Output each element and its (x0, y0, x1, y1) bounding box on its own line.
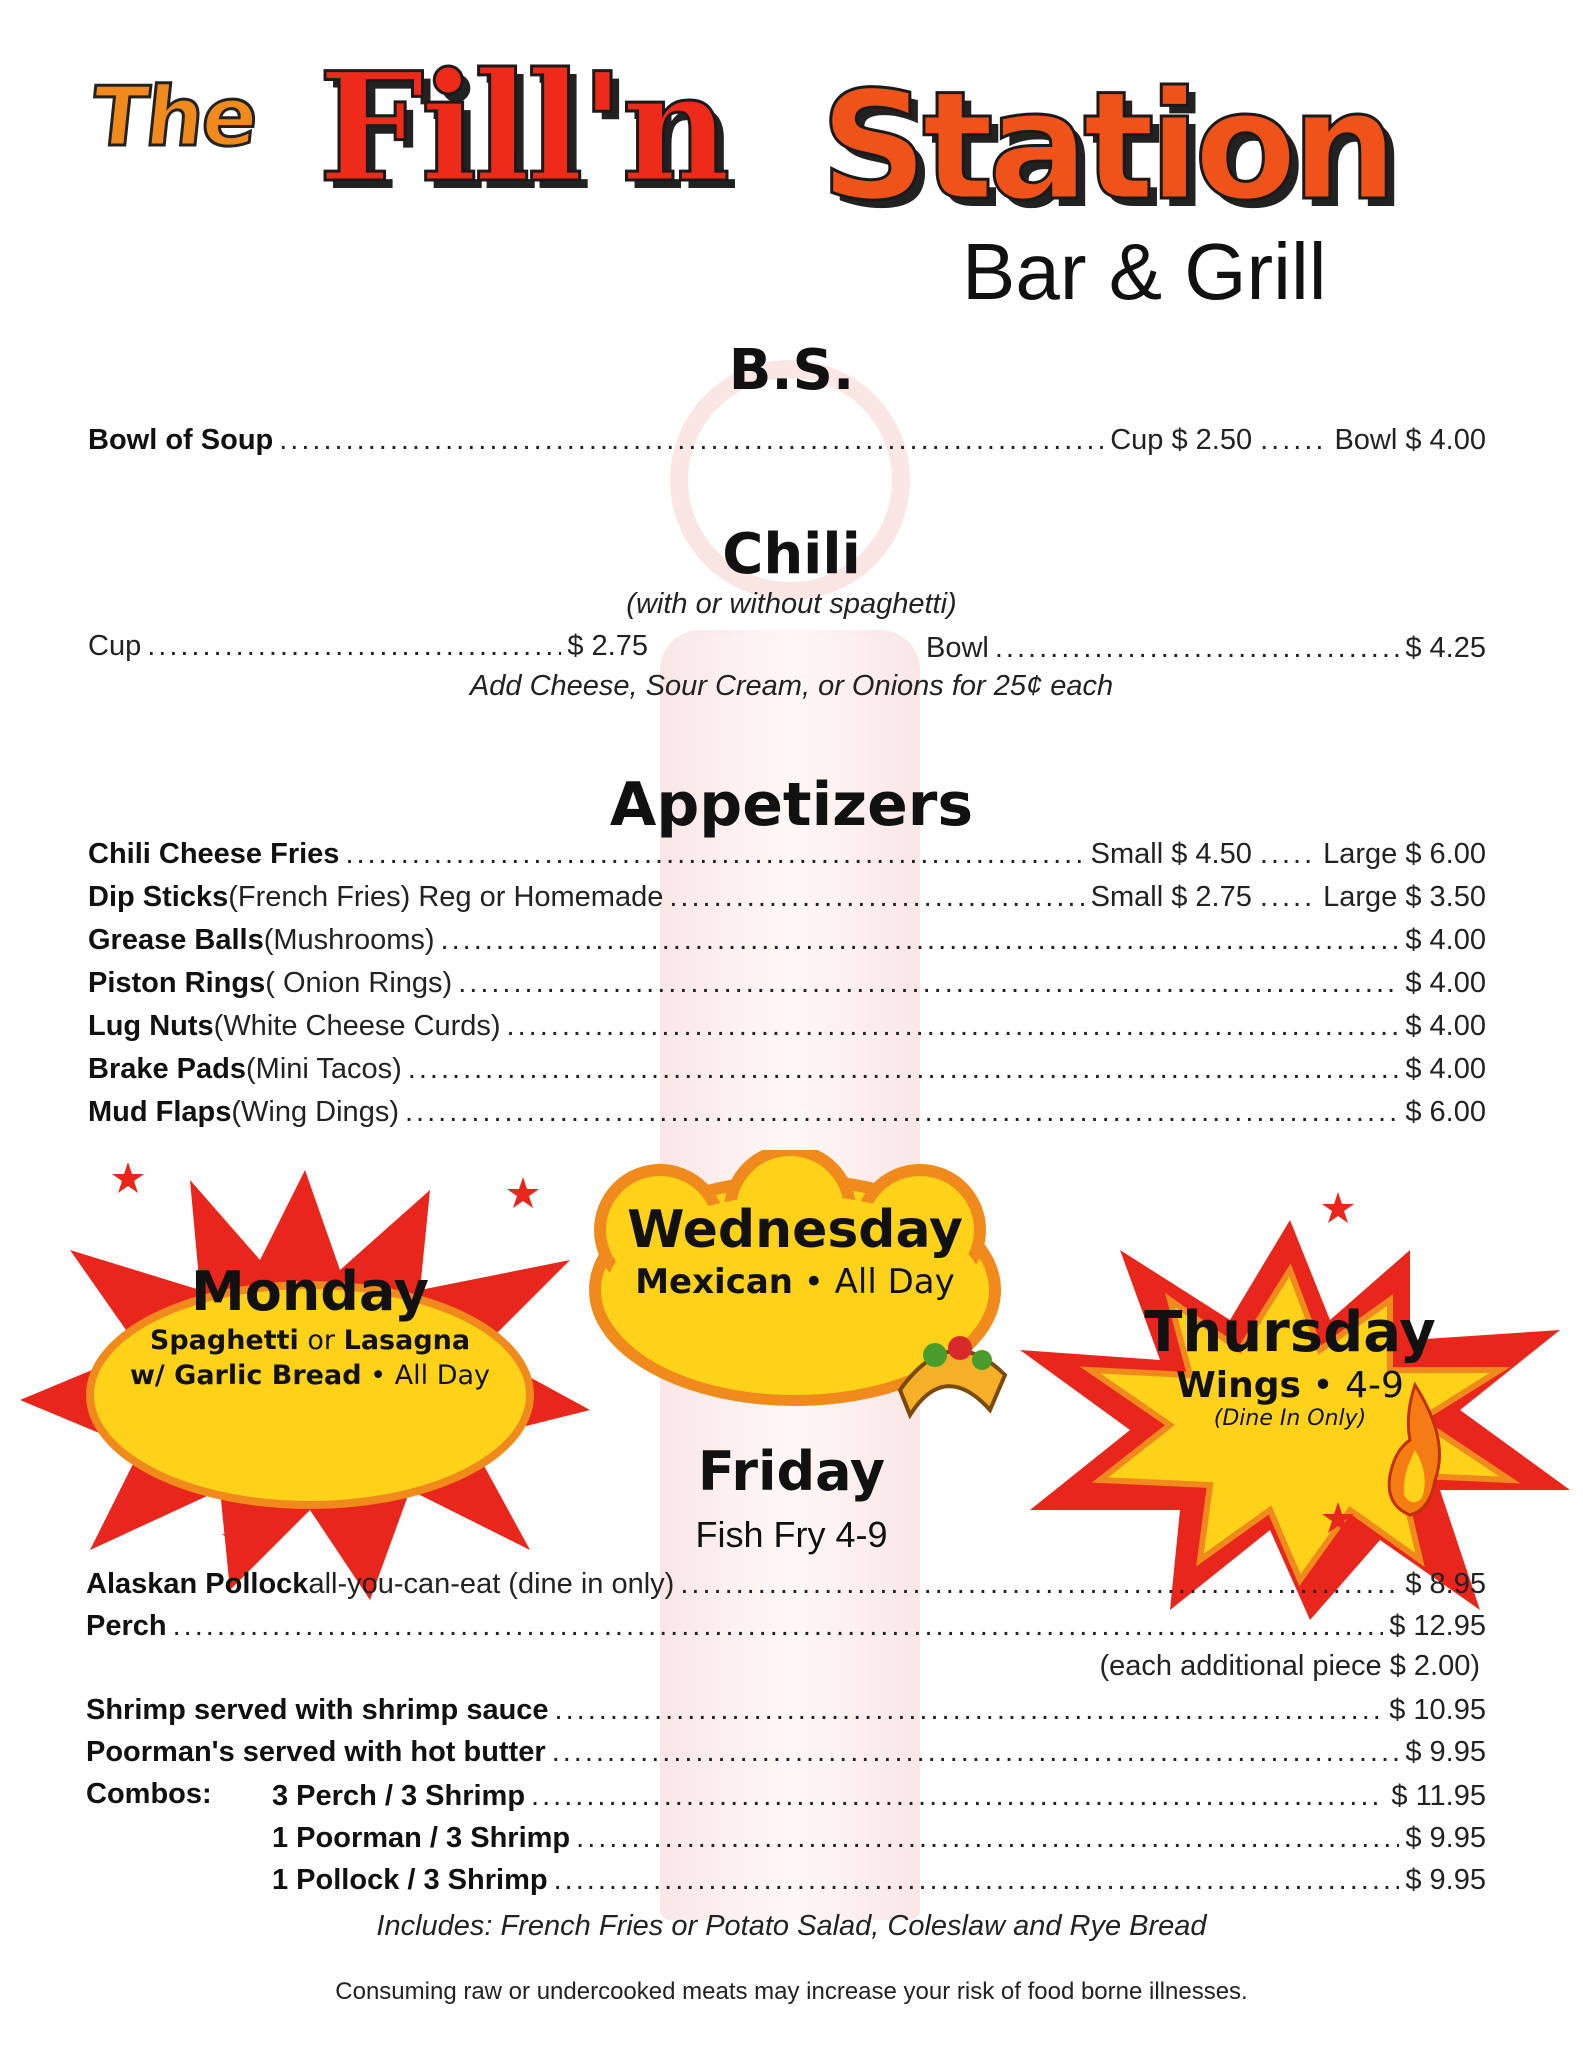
cup-label: Cup (88, 630, 142, 662)
combos-label: Combos: (86, 1778, 212, 1810)
thursday-time: 4-9 (1345, 1365, 1404, 1406)
chili-cup-row (88, 628, 648, 664)
item-name: Alaskan Pollock (86, 1568, 309, 1600)
combo-price: $ 9.95 (1405, 1864, 1486, 1896)
logo-the: The (87, 70, 261, 165)
leader-dots (576, 1820, 1399, 1856)
item-name: Brake Pads (88, 1053, 246, 1085)
appetizers-heading: Appetizers (609, 770, 974, 840)
item-name: Dip Sticks (88, 881, 229, 913)
price-separator: ..... (1259, 881, 1316, 913)
logo-station: Station (820, 60, 1392, 234)
menu-row-poorman (86, 1734, 1486, 1770)
perch-note: (each additional piece $ 2.00) (1099, 1650, 1480, 1682)
bowl-price: $ 4.25 (1405, 632, 1486, 664)
item-desc: (Wing Dings) (231, 1096, 399, 1128)
bs-heading: B.S. (728, 338, 855, 403)
logo-bar-grill: Bar & Grill (962, 227, 1327, 316)
leader-dots (408, 1051, 1400, 1087)
leader-dots (405, 1094, 1399, 1130)
menu-row-appetizer (88, 922, 1486, 958)
item-name: Bowl of Soup (88, 424, 274, 456)
item-name: Grease Balls (88, 924, 264, 956)
combo-price: $ 9.95 (1405, 1822, 1486, 1854)
item-price: $ 4.00 (1405, 1053, 1486, 1085)
taco-icon (890, 1320, 1010, 1420)
leader-dots (995, 630, 1400, 666)
combo-row (272, 1820, 1486, 1856)
combo-name: 1 Poorman / 3 Shrimp (272, 1822, 571, 1854)
leader-dots (552, 1734, 1400, 1770)
thursday-item: Wings (1176, 1365, 1301, 1406)
item-desc: (Mushrooms) (263, 924, 435, 956)
item-price: $ 8.95 (1405, 1568, 1486, 1600)
logo-fill-n: Fill'n (318, 40, 727, 216)
thursday-note: (Dine In Only) (1213, 1406, 1367, 1431)
monday-side: w/ Garlic Bread (129, 1360, 362, 1391)
item-price: $ 4.00 (1405, 967, 1486, 999)
item-price: $ 6.00 (1405, 1096, 1486, 1128)
menu-row-appetizer (88, 965, 1486, 1001)
leader-dots (554, 1862, 1400, 1898)
leader-dots (669, 879, 1084, 915)
item-name: Piston Rings (88, 967, 266, 999)
menu-row-perch (86, 1608, 1486, 1644)
large-price: Large $ 3.50 (1323, 881, 1486, 913)
item-name: Perch (86, 1610, 167, 1642)
monday-item-b: Lasagna (343, 1325, 471, 1356)
leader-dots (441, 922, 1400, 958)
chili-heading: Chili (722, 522, 861, 587)
leader-dots (531, 1778, 1385, 1814)
leader-dots (458, 965, 1399, 1001)
cup-price: Cup $ 2.50 (1110, 424, 1253, 456)
menu-row-appetizer (88, 836, 1486, 872)
menu-row-appetizer (88, 1051, 1486, 1087)
wednesday-day: Wednesday (627, 1200, 963, 1260)
menu-row-appetizer (88, 879, 1486, 915)
item-desc: (Mini Tacos) (246, 1053, 402, 1085)
large-price: Large $ 6.00 (1323, 838, 1486, 870)
leader-dots (345, 836, 1084, 872)
menu-row-appetizer (88, 1008, 1486, 1044)
monday-time: All Day (394, 1360, 491, 1391)
monday-or: or (298, 1325, 344, 1356)
item-name: Mud Flaps (88, 1096, 232, 1128)
health-disclaimer: Consuming raw or undercooked meats may increase your risk of food borne illnesses. (335, 1978, 1248, 2005)
bowl-price: Bowl $ 4.00 (1334, 424, 1486, 456)
combo-name: 1 Pollock / 3 Shrimp (272, 1864, 548, 1896)
combo-row (272, 1862, 1486, 1898)
item-name: Shrimp served with shrimp sauce (86, 1694, 549, 1726)
thursday-day: Thursday (1144, 1300, 1436, 1365)
price-separator: ...... (1260, 424, 1327, 456)
menu-row-appetizer (88, 1094, 1486, 1130)
leader-dots (555, 1692, 1384, 1728)
price-separator: ..... (1259, 838, 1316, 870)
star-icon (110, 1160, 146, 1196)
wednesday-time: All Day (834, 1262, 955, 1302)
friday-heading: Friday (697, 1440, 886, 1503)
monday-bullet: • (361, 1360, 395, 1391)
item-desc: all-you-can-eat (dine in only) (308, 1568, 675, 1600)
combo-price: $ 11.95 (1391, 1780, 1486, 1812)
wednesday-item: Mexican (635, 1262, 793, 1302)
item-name: Poorman's served with hot butter (86, 1736, 546, 1768)
item-desc: ( Onion Rings) (265, 967, 453, 999)
chili-bowl-row (926, 630, 1486, 666)
item-price: $ 12.95 (1389, 1610, 1486, 1642)
chili-addons-note: Add Cheese, Sour Cream, or Onions for 25¢ each (469, 670, 1114, 702)
star-icon (505, 1175, 541, 1211)
cup-price: $ 2.75 (567, 630, 648, 662)
combo-name: 3 Perch / 3 Shrimp (272, 1780, 526, 1812)
item-price: $ 10.95 (1389, 1694, 1486, 1726)
leader-dots (279, 422, 1104, 458)
item-name: Lug Nuts (88, 1010, 214, 1042)
menu-row-soup (88, 422, 1486, 458)
bowl-label: Bowl (926, 632, 989, 664)
leader-dots (173, 1608, 1384, 1644)
leader-dots (680, 1566, 1399, 1602)
item-desc: (White Cheese Curds) (213, 1010, 501, 1042)
item-name: Chili Cheese Fries (88, 838, 340, 870)
leader-dots (147, 628, 561, 664)
star-icon (1320, 1190, 1356, 1226)
wednesday-bullet: • (793, 1262, 835, 1302)
item-desc: (French Fries) Reg or Homemade (228, 881, 664, 913)
menu-row-shrimp (86, 1692, 1486, 1728)
monday-item-a: Spaghetti (149, 1325, 299, 1356)
item-price: $ 4.00 (1405, 1010, 1486, 1042)
friday-subtitle: Fish Fry 4-9 (695, 1514, 888, 1555)
small-price: Small $ 4.50 (1090, 838, 1252, 870)
monday-day: Monday (191, 1260, 429, 1323)
item-price: $ 9.95 (1405, 1736, 1486, 1768)
item-price: $ 4.00 (1405, 924, 1486, 956)
chili-subtitle: (with or without spaghetti) (626, 588, 957, 620)
leader-dots (507, 1008, 1400, 1044)
friday-includes-note: Includes: French Fries or Potato Salad, Coleslaw and Rye Bread (376, 1910, 1207, 1942)
small-price: Small $ 2.75 (1090, 881, 1252, 913)
menu-row-pollock (86, 1566, 1486, 1602)
thursday-bullet: • (1300, 1365, 1346, 1406)
combo-row (272, 1778, 1486, 1814)
